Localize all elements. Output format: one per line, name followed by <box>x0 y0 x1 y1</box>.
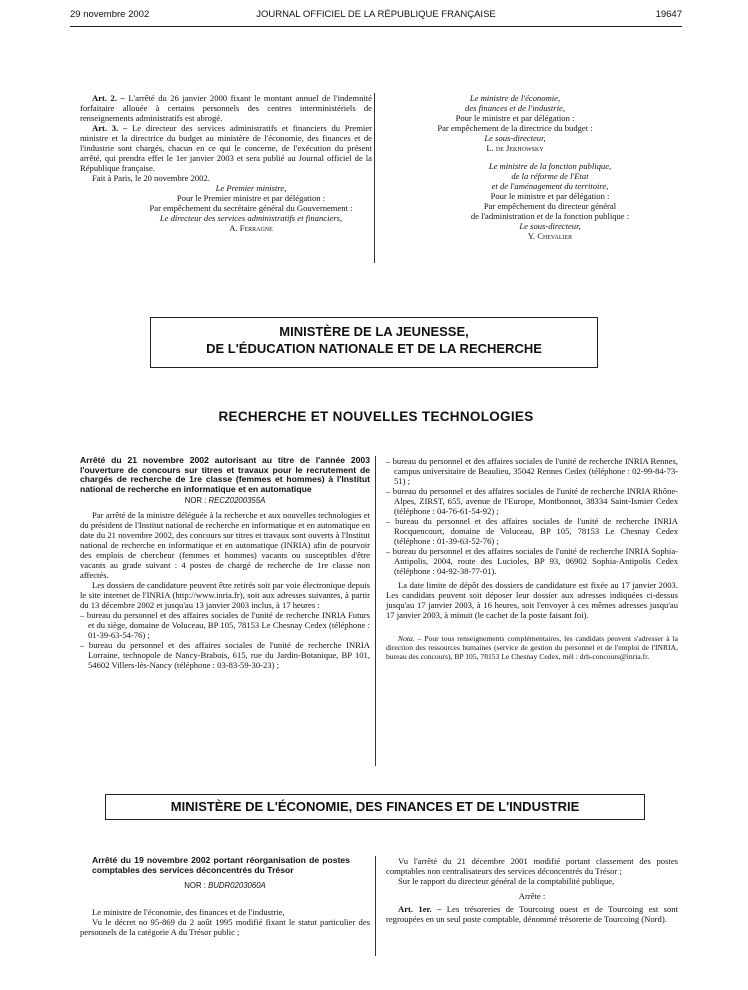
ministry-heading-box <box>150 317 598 368</box>
list-item: – bureau du personnel et des affaires sociales de l'unité de recherche INRIA Rhône-Alpes, ZIRST, 655, avenue de l'Europe, Montbonnot, 38334 Saint-Ismier Cedex (téléphone : 04-76-61-54-92) ; <box>386 486 678 516</box>
arrete-2-paragraph-3: Vu l'arrêté du 21 décembre 2001 modifié portant classement des postes comptables non centralisateurs des services déconcentrés du Trésor ; <box>386 856 678 876</box>
arrete-1-right-column <box>386 456 678 661</box>
arrete-2-right-column <box>386 856 678 924</box>
list-item: – bureau du personnel et des affaires sociales de l'unité de recherche INRIA Sophia-Antipolis, 2004, route des Lucioles, BP 93, 06902 Sophia-Antipolis Cedex (téléphone : 04-92-38-77-01). <box>386 546 678 576</box>
arrete-1-nota: Nota. – Pour tous renseignements complémentaires, les candidats peuvent s'adresser à la direction des ressources humaines (service de gestion du personnel et de l'emploi de l'INRIA, bureau des concours), BP 105, 78153 Le Chesnay Cedex, mél : drh-concours@inria.fr. <box>386 634 678 661</box>
signature-block-b: Le ministre de la fonction publique, de la réforme de l'Etat et de l'aménagement du territoire, Pour le ministre et par délégation : Par empêchement du directeur général de l'administration et de la fonction publique : Le sous-directeur, Y. Chevalier <box>420 161 680 241</box>
ministry-heading-box <box>105 794 645 820</box>
fait-a-paris: Fait à Paris, le 20 novembre 2002. <box>92 173 210 183</box>
signature-empechement: Par empêchement du secrétaire général du Gouvernement : <box>149 203 353 213</box>
signatory-name: Y. Chevalier <box>527 231 573 241</box>
ministry-heading-line1: MINISTÈRE DE LA JEUNESSE, <box>279 324 469 339</box>
arrete-1-nor: NOR : RECZ0200355A <box>184 496 266 506</box>
article-3: Art. 3. – Le directeur des services administratifs et financiers du Premier ministre et la directrice du budget au ministère de l'économie, des finances et de l'industrie sont chargés, chacun en ce qui le concerne, de l'exécution du présent arrêté, qui prendra effet le 1er janvier 2003 et sera publié au Journal officiel de la République française. <box>80 123 372 173</box>
signature-role: Le directeur des services administratifs et financiers, <box>159 213 343 223</box>
header-page-number: 19647 <box>655 9 682 20</box>
arrete-1-title: Arrêté du 21 novembre 2002 autorisant au titre de l'année 2003 l'ouverture de concours sur titres et travaux pour le recrutement de chargés de recherche de 1re classe (femmes et hommes) à l'Institut national de recherche en informatique et en automatique <box>80 455 370 494</box>
address-list-right <box>386 456 678 576</box>
arrete-1-paragraph-2: Les dossiers de candidature peuvent être retirés soit par voie électronique depuis le site internet de l'INRIA (http://www.inria.fr), soit aux adresses suivantes, à partir du 13 décembre 2002 et jusqu'au 13 janvier 2003 inclus, à 17 heures : <box>80 580 370 611</box>
signatory-name: A. Ferragne <box>229 223 273 233</box>
list-item: – bureau du personnel et des affaires sociales de l'unité de recherche INRIA Lorraine, technopole de Nancy-Brabois, 615, rue du Jardin-Botanique, BP 101, 54602 Villers-lès-Nancy (téléphone : 03-83-59-30-23) ; <box>80 640 370 671</box>
page-header <box>70 9 682 23</box>
signatory-name: L. de Jekhowsky <box>486 143 544 153</box>
list-item: – bureau du personnel et des affaires sociales de l'unité de recherche INRIA Rennes, campus universitaire de Beaulieu, 35042 Rennes Cedex (téléphone : 02-99-84-73-51) ; <box>386 456 678 486</box>
arrete-1-paragraph-1: Par arrêté de la ministre déléguée à la recherche et aux nouvelles technologies et du président de l'Institut national de recherche en informatique et en automatique en date du 21 novembre 2002, des concours sur titres et travaux sont ouverts à l'Institut national de recherche en informatique et en automatique (INRIA) afin de pourvoir des emplois de chercheur (femmes et hommes) vacants ou susceptibles d'être vacants au grade suivant : 4 postes de chargé de recherche de 1re classe non affectés. <box>80 510 370 581</box>
signature-delegation: Pour le Premier ministre et par délégation : <box>176 193 326 203</box>
arrete-2-arrete: Arrête : <box>518 891 546 901</box>
section-heading: RECHERCHE ET NOUVELLES TECHNOLOGIES <box>218 409 534 424</box>
arrete-2-article-1: Art. 1er. – Les trésoreries de Tourcoing ouest et de Tourcoing est sont regroupées en un seul poste comptable, dénommé trésorerie de Tourcoing (Nord). <box>386 904 678 924</box>
list-item: – bureau du personnel et des affaires sociales de l'unité de recherche INRIA Rocquencourt, domaine de Voluceau, BP 105, 78153 Le Chesnay Cedex (téléphone : 01-39-63-52-76) ; <box>386 516 678 546</box>
ministry-heading-line2: DE L'ÉDUCATION NATIONALE ET DE LA RECHERCHE <box>206 341 542 356</box>
arrete-2-nor: NOR : BUDR0203060A <box>184 881 266 891</box>
signature-block-a: Le ministre de l'économie, des finances et de l'industrie, Pour le ministre et par délégation : Par empêchement de la directrice du budget : Le sous-directeur, L. de Jekhowsky <box>350 93 680 153</box>
header-rule <box>70 26 682 27</box>
arrete-1-left-column <box>80 456 370 670</box>
arrete-1-paragraph-3: La date limite de dépôt des dossiers de candidature est fixée au 17 janvier 2003. Les candidats peuvent soit déposer leur dossier aux adresses indiquées ci-dessus jusqu'au 17 janvier 2003, à 16 heures, soit l'envoyer à ces mêmes adresses jusqu'au 17 janvier 2003, à minuit (le cachet de la poste faisant foi). <box>386 580 678 620</box>
top-right-signatures <box>380 93 680 241</box>
list-item: – bureau du personnel et des affaires sociales de l'unité de recherche INRIA Futurs et du siège, domaine de Voluceau, BP 105, 78153 Le Chesnay Cedex (téléphone : 01-39-63-54-76) ; <box>80 610 370 641</box>
arrete-2-paragraph-1: Le ministre de l'économie, des finances et de l'industrie, <box>92 907 285 918</box>
header-date: 29 novembre 2002 <box>70 9 150 20</box>
arrete-2-paragraph-4: Sur le rapport du directeur général de la comptabilité publique, <box>398 876 615 886</box>
top-left-column <box>80 93 372 233</box>
arrete-2-paragraph-2: Vu le décret no 95-869 du 2 août 1995 modifié fixant le statut particulier des personnels de la catégorie A du Trésor public ; <box>80 917 370 938</box>
column-separator <box>375 456 376 766</box>
column-separator <box>375 856 376 956</box>
ministry-heading-line1: MINISTÈRE DE L'ÉCONOMIE, DES FINANCES ET DE L'INDUSTRIE <box>170 799 580 814</box>
arrete-2-title: Arrêté du 19 novembre 2002 portant réorganisation de postes comptables des services déconcentrés du Trésor <box>92 855 350 875</box>
signature-title: Le Premier ministre, <box>215 183 287 193</box>
header-journal-title: JOURNAL OFFICIEL DE LA RÉPUBLIQUE FRANÇAISE <box>256 9 496 20</box>
address-list-left <box>80 610 370 670</box>
arrete-2-left-column <box>80 856 370 937</box>
article-2: Art. 2. – L'arrêté du 26 janvier 2000 fixant le montant annuel de l'indemnité forfaitaire allouée à certains personnels des centres interministériels de renseignements administratifs est abrogé. <box>80 93 372 123</box>
